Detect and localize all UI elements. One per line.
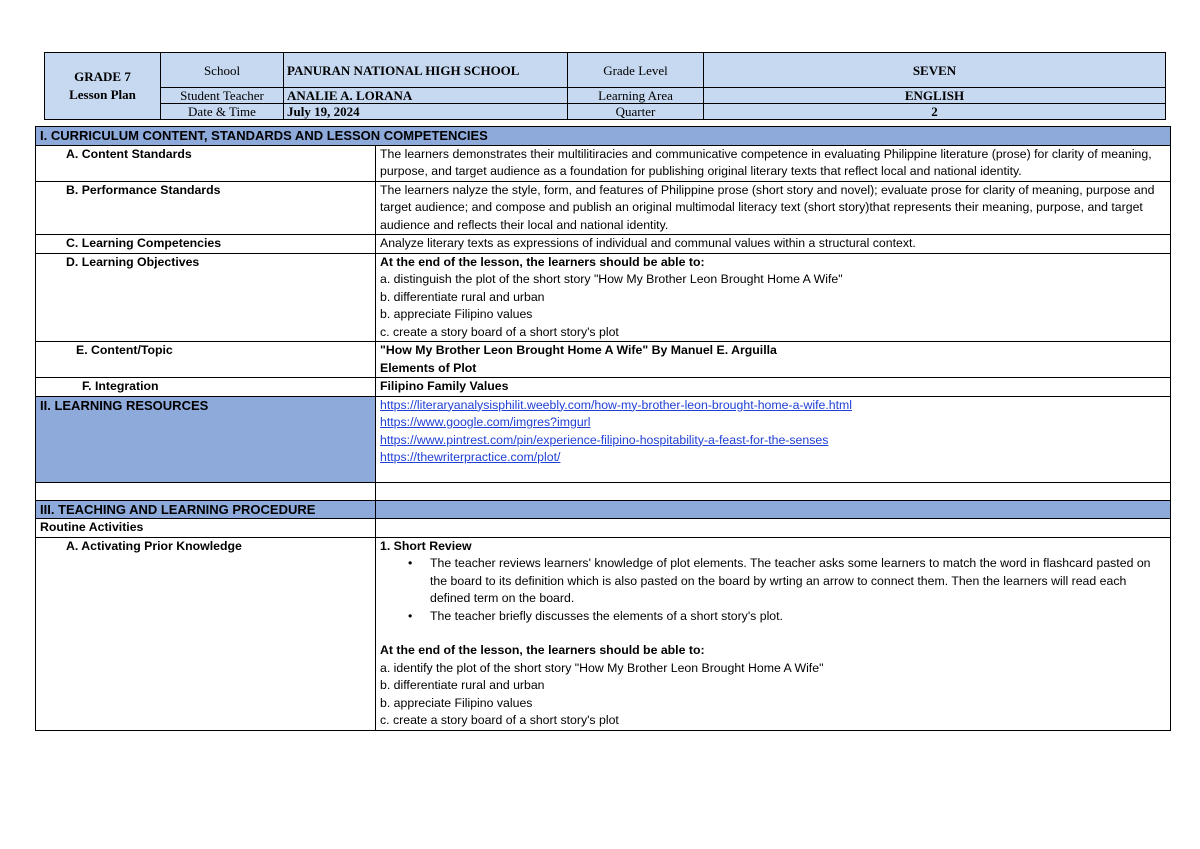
resource-link[interactable]: https://www.pintrest.com/pin/experience-filipino-hospitability-a-feast-for-the-senses — [380, 432, 829, 447]
learning-area-label: Learning Area — [568, 88, 704, 104]
section-curriculum-title: I. CURRICULUM CONTENT, STANDARDS AND LESSON COMPETENCIES — [36, 127, 1171, 146]
resources-links-cell — [376, 396, 1171, 482]
integration-label: F. Integration — [36, 378, 376, 397]
student-teacher-value: ANALIE A. LORANA — [284, 88, 568, 104]
topic-subtitle: Elements of Plot — [380, 360, 477, 375]
lesson-plan-title: Lesson Plan — [69, 87, 136, 102]
objective-item: a. distinguish the plot of the short story "How My Brother Leon Brought Home A Wife" — [380, 272, 843, 286]
date-label: Date & Time — [161, 104, 284, 120]
activating-prior-knowledge-cell — [376, 537, 1171, 730]
learning-competencies-label: C. Learning Competencies — [36, 235, 376, 254]
objective-item: b. differentiate rural and urban — [380, 289, 545, 304]
section-resources-title: II. LEARNING RESOURCES — [36, 396, 376, 482]
quarter-label: Quarter — [568, 104, 704, 120]
grade-title: GRADE 7 — [74, 69, 131, 84]
performance-standards-text: The learners nalyze the style, form, and features of Philippine prose (short story and novel); evaluate prose for clarity of meaning, purpose and target audience; and compose and publish an original multimodal literacy text (short story)that represents their meaning, purpose, and target audience and reflects their local and national identity. — [376, 181, 1171, 235]
section-procedure-title: III. TEACHING AND LEARNING PROCEDURE — [36, 500, 376, 519]
objective-item: b. appreciate Filipino values — [380, 695, 533, 710]
section-procedure-fill — [376, 500, 1171, 519]
resource-link[interactable]: https://thewriterpractice.com/plot/ — [380, 450, 561, 464]
blank-cell — [376, 482, 1171, 500]
integration-text: Filipino Family Values — [376, 378, 1171, 397]
routine-activities-label: Routine Activities — [36, 519, 376, 538]
short-review-title: 1. Short Review — [380, 538, 472, 553]
performance-standards-label: B. Performance Standards — [36, 181, 376, 235]
list-item: • The teacher briefly discusses the elements of a short story's plot. — [430, 608, 1166, 626]
resource-link[interactable]: https://literaryanalysisphilit.weebly.com/how-my-brother-leon-brought-home-a-wife.html — [380, 397, 853, 412]
content-topic-cell — [376, 342, 1171, 378]
date-value: July 19, 2024 — [284, 104, 568, 120]
objective-item: b. differentiate rural and urban — [380, 678, 545, 692]
school-value: PANURAN NATIONAL HIGH SCHOOL — [284, 53, 568, 88]
student-teacher-label: Student Teacher — [161, 88, 284, 104]
topic-title: "How My Brother Leon Brought Home A Wife" By Manuel E. Arguilla — [380, 343, 777, 357]
objective-item: a. identify the plot of the short story "How My Brother Leon Brought Home A Wife" — [380, 660, 824, 675]
grade-level-value: SEVEN — [704, 53, 1166, 88]
lesson-plan-header — [44, 52, 1166, 120]
objective-item: c. create a story board of a short story's plot — [380, 713, 619, 727]
review-bullet-list — [380, 555, 1166, 625]
content-standards-text: The learners demonstrates their multilitiracies and communicative competence in evaluating Philippine literature (prose) for clarity of meaning, purpose, and target audience as a foundation for publishing original literary texts that reflect local and national identity. — [376, 145, 1171, 181]
school-label: School — [161, 53, 284, 88]
objective-item: b. appreciate Filipino values — [380, 307, 533, 321]
grade-level-label: Grade Level — [568, 53, 704, 88]
objective-item: c. create a story board of a short story's plot — [380, 324, 619, 339]
learning-area-value: ENGLISH — [704, 88, 1166, 104]
resource-link[interactable]: https://www.google.com/imgres?imgurl — [380, 415, 591, 429]
objectives-intro: At the end of the lesson, the learners should be able to: — [380, 254, 705, 269]
content-standards-label: A. Content Standards — [36, 145, 376, 181]
learning-competencies-text: Analyze literary texts as expressions of individual and communal values within a structural context. — [376, 235, 1171, 254]
blank-cell — [36, 482, 376, 500]
grade-cell — [45, 53, 161, 120]
lesson-plan-body — [35, 126, 1171, 731]
learning-objectives-cell — [376, 253, 1171, 342]
list-item: • The teacher reviews learners' knowledge of plot elements. The teacher asks some learners to match the word in flashcard pasted on the board to its definition which is also pasted on the board by wrting an arrow to connect them. Then the learners will read each defined term on the board. — [430, 555, 1166, 608]
objectives-intro: At the end of the lesson, the learners should be able to: — [380, 643, 705, 657]
content-topic-label: E. Content/Topic — [36, 342, 376, 378]
activating-prior-knowledge-label: A. Activating Prior Knowledge — [36, 537, 376, 730]
routine-activities-cell — [376, 519, 1171, 538]
quarter-value: 2 — [704, 104, 1166, 120]
learning-objectives-label: D. Learning Objectives — [36, 253, 376, 342]
